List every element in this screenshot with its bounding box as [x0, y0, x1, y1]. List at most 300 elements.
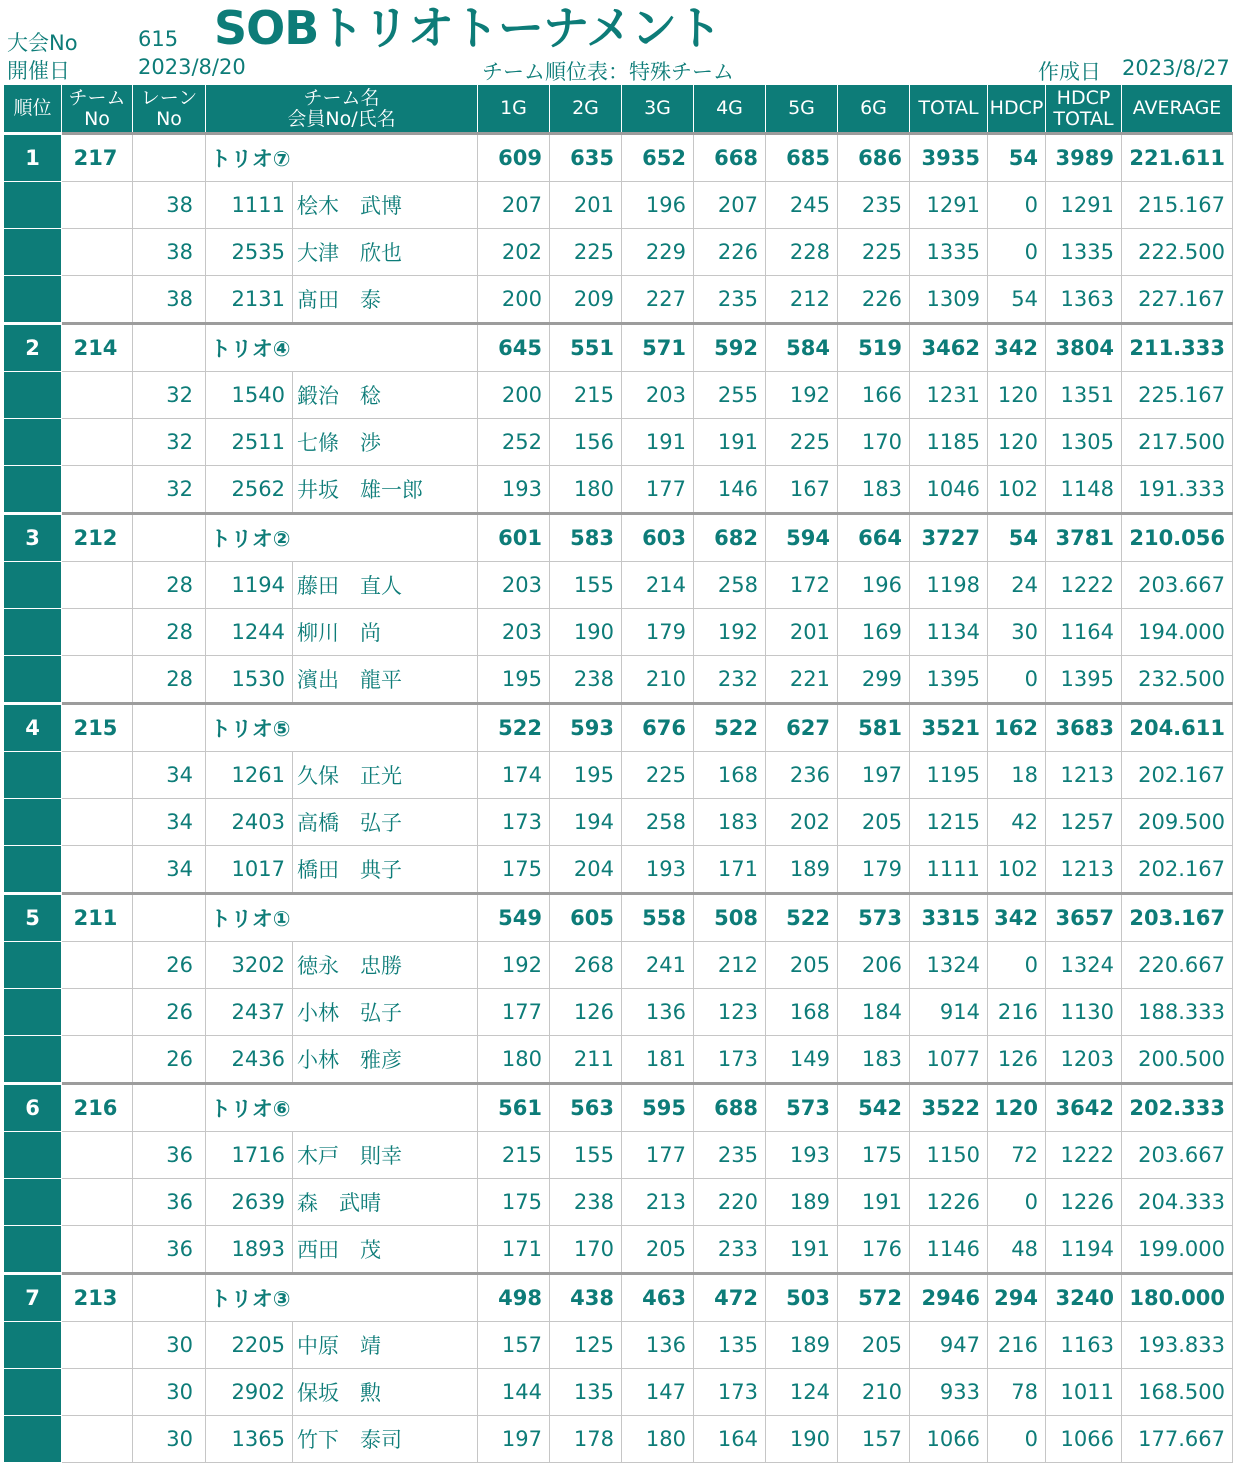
member-hdcp: 54	[988, 276, 1046, 324]
col-hdcp: HDCP	[988, 85, 1046, 134]
member-team-no-cell	[62, 182, 133, 229]
team-game-3: 603	[622, 514, 694, 562]
member-game-1: 200	[478, 372, 550, 419]
member-average: 200.500	[1122, 1036, 1233, 1084]
member-rank-cell	[4, 609, 62, 656]
member-game-1: 193	[478, 466, 550, 514]
team-game-6: 664	[838, 514, 910, 562]
member-game-6: 210	[838, 1369, 910, 1416]
team-name: トリオ③	[206, 1274, 478, 1322]
team-game-2: 551	[550, 324, 622, 372]
member-hdcp: 120	[988, 419, 1046, 466]
member-team-no-cell	[62, 799, 133, 846]
member-game-2: 238	[550, 656, 622, 704]
tournament-no-label: 大会No	[7, 31, 78, 55]
member-game-6: 226	[838, 276, 910, 324]
member-lane: 32	[133, 466, 206, 514]
member-rank-cell	[4, 1322, 62, 1369]
team-game-3: 571	[622, 324, 694, 372]
member-game-6: 191	[838, 1179, 910, 1226]
member-game-2: 215	[550, 372, 622, 419]
member-game-5: 236	[766, 752, 838, 799]
member-game-1: 174	[478, 752, 550, 799]
member-total: 1309	[910, 276, 988, 324]
member-lane: 30	[133, 1416, 206, 1463]
member-game-5: 167	[766, 466, 838, 514]
member-rank-cell	[4, 1036, 62, 1084]
member-team-no-cell	[62, 1322, 133, 1369]
member-hdcp-total: 1163	[1046, 1322, 1122, 1369]
team-name: トリオ④	[206, 324, 478, 372]
team-game-6: 572	[838, 1274, 910, 1322]
member-no: 2205	[206, 1322, 293, 1369]
member-hdcp: 78	[988, 1369, 1046, 1416]
member-hdcp: 126	[988, 1036, 1046, 1084]
member-hdcp-total: 1335	[1046, 229, 1122, 276]
member-game-4: 255	[694, 372, 766, 419]
team-total: 2946	[910, 1274, 988, 1322]
member-hdcp: 216	[988, 989, 1046, 1036]
member-total: 1215	[910, 799, 988, 846]
team-game-2: 593	[550, 704, 622, 752]
member-total: 1324	[910, 942, 988, 989]
team-game-3: 652	[622, 134, 694, 182]
team-hdcp: 342	[988, 324, 1046, 372]
member-game-5: 225	[766, 419, 838, 466]
member-lane: 38	[133, 182, 206, 229]
member-total: 1226	[910, 1179, 988, 1226]
member-no: 2403	[206, 799, 293, 846]
team-name: トリオ②	[206, 514, 478, 562]
team-game-4: 472	[694, 1274, 766, 1322]
member-name: 小林 弘子	[293, 989, 478, 1036]
team-game-5: 573	[766, 1084, 838, 1132]
member-hdcp: 102	[988, 846, 1046, 894]
tournament-no: 615	[138, 27, 179, 51]
team-rank: 1	[4, 134, 62, 182]
member-hdcp-total: 1257	[1046, 799, 1122, 846]
member-game-3: 205	[622, 1226, 694, 1274]
member-game-6: 205	[838, 799, 910, 846]
member-game-1: 180	[478, 1036, 550, 1084]
member-no: 2562	[206, 466, 293, 514]
member-hdcp-total: 1203	[1046, 1036, 1122, 1084]
team-row	[4, 704, 1233, 752]
member-game-5: 193	[766, 1132, 838, 1179]
member-game-2: 211	[550, 1036, 622, 1084]
member-lane: 26	[133, 942, 206, 989]
date-label: 開催日	[7, 59, 70, 83]
member-average: 199.000	[1122, 1226, 1233, 1274]
team-game-4: 682	[694, 514, 766, 562]
member-hdcp-total: 1351	[1046, 372, 1122, 419]
member-game-5: 189	[766, 1322, 838, 1369]
member-game-3: 227	[622, 276, 694, 324]
member-game-3: 196	[622, 182, 694, 229]
member-average: 168.500	[1122, 1369, 1233, 1416]
header-row	[4, 85, 1233, 134]
member-name: 小林 雅彦	[293, 1036, 478, 1084]
team-no: 214	[62, 324, 133, 372]
member-game-2: 180	[550, 466, 622, 514]
standings-body	[4, 134, 1233, 1463]
team-game-1: 522	[478, 704, 550, 752]
member-hdcp-total: 1194	[1046, 1226, 1122, 1274]
member-no: 3202	[206, 942, 293, 989]
team-average: 202.333	[1122, 1084, 1233, 1132]
member-game-3: 136	[622, 989, 694, 1036]
member-no: 2639	[206, 1179, 293, 1226]
team-rank: 6	[4, 1084, 62, 1132]
member-hdcp: 72	[988, 1132, 1046, 1179]
member-game-1: 177	[478, 989, 550, 1036]
member-average: 191.333	[1122, 466, 1233, 514]
member-game-4: 235	[694, 1132, 766, 1179]
member-game-4: 164	[694, 1416, 766, 1463]
member-hdcp-total: 1066	[1046, 1416, 1122, 1463]
member-hdcp-total: 1222	[1046, 1132, 1122, 1179]
member-lane: 28	[133, 562, 206, 609]
member-game-1: 202	[478, 229, 550, 276]
team-row	[4, 514, 1233, 562]
member-game-2: 238	[550, 1179, 622, 1226]
team-total: 3462	[910, 324, 988, 372]
member-hdcp-total: 1213	[1046, 752, 1122, 799]
member-row	[4, 419, 1233, 466]
member-average: 225.167	[1122, 372, 1233, 419]
team-game-1: 498	[478, 1274, 550, 1322]
col-g1: 1G	[478, 85, 550, 134]
team-game-6: 519	[838, 324, 910, 372]
member-team-no-cell	[62, 229, 133, 276]
member-game-3: 225	[622, 752, 694, 799]
member-name: 大津 欣也	[293, 229, 478, 276]
member-total: 1185	[910, 419, 988, 466]
member-game-1: 171	[478, 1226, 550, 1274]
member-team-no-cell	[62, 1179, 133, 1226]
member-name: 鍛治 稔	[293, 372, 478, 419]
team-average: 180.000	[1122, 1274, 1233, 1322]
member-game-4: 123	[694, 989, 766, 1036]
member-name: 桧木 武博	[293, 182, 478, 229]
team-game-1: 609	[478, 134, 550, 182]
col-g2: 2G	[550, 85, 622, 134]
member-game-4: 235	[694, 276, 766, 324]
page-title: SOBトリオトーナメント	[214, 1, 721, 55]
member-game-4: 183	[694, 799, 766, 846]
member-lane: 36	[133, 1132, 206, 1179]
member-name: 久保 正光	[293, 752, 478, 799]
member-rank-cell	[4, 989, 62, 1036]
member-hdcp-total: 1291	[1046, 182, 1122, 229]
member-name: 竹下 泰司	[293, 1416, 478, 1463]
member-lane: 30	[133, 1369, 206, 1416]
team-average: 221.611	[1122, 134, 1233, 182]
team-game-5: 503	[766, 1274, 838, 1322]
member-rank-cell	[4, 562, 62, 609]
member-game-5: 191	[766, 1226, 838, 1274]
team-game-1: 549	[478, 894, 550, 942]
member-game-5: 189	[766, 846, 838, 894]
team-game-5: 627	[766, 704, 838, 752]
team-rank: 4	[4, 704, 62, 752]
member-lane: 36	[133, 1226, 206, 1274]
member-total: 947	[910, 1322, 988, 1369]
member-game-2: 155	[550, 1132, 622, 1179]
member-game-6: 166	[838, 372, 910, 419]
member-game-6: 170	[838, 419, 910, 466]
team-total: 3521	[910, 704, 988, 752]
team-game-1: 601	[478, 514, 550, 562]
member-game-3: 191	[622, 419, 694, 466]
member-team-no-cell	[62, 562, 133, 609]
member-row	[4, 1036, 1233, 1084]
member-no: 2436	[206, 1036, 293, 1084]
member-name: 髙田 泰	[293, 276, 478, 324]
member-team-no-cell	[62, 752, 133, 799]
member-game-2: 225	[550, 229, 622, 276]
member-hdcp: 0	[988, 1179, 1046, 1226]
member-game-2: 268	[550, 942, 622, 989]
member-game-4: 191	[694, 419, 766, 466]
team-total: 3522	[910, 1084, 988, 1132]
member-hdcp-total: 1213	[1046, 846, 1122, 894]
member-game-3: 136	[622, 1322, 694, 1369]
member-team-no-cell	[62, 419, 133, 466]
member-game-6: 169	[838, 609, 910, 656]
member-game-3: 213	[622, 1179, 694, 1226]
member-row	[4, 562, 1233, 609]
member-total: 1335	[910, 229, 988, 276]
member-average: 222.500	[1122, 229, 1233, 276]
member-game-5: 172	[766, 562, 838, 609]
member-total: 1395	[910, 656, 988, 704]
member-total: 1111	[910, 846, 988, 894]
member-lane: 38	[133, 276, 206, 324]
member-average: 209.500	[1122, 799, 1233, 846]
team-game-3: 676	[622, 704, 694, 752]
member-average: 203.667	[1122, 562, 1233, 609]
member-total: 1150	[910, 1132, 988, 1179]
member-hdcp: 18	[988, 752, 1046, 799]
member-rank-cell	[4, 372, 62, 419]
member-game-5: 168	[766, 989, 838, 1036]
team-hdcp: 294	[988, 1274, 1046, 1322]
member-hdcp: 0	[988, 1416, 1046, 1463]
member-hdcp-total: 1148	[1046, 466, 1122, 514]
team-game-5: 594	[766, 514, 838, 562]
member-game-6: 157	[838, 1416, 910, 1463]
member-game-4: 207	[694, 182, 766, 229]
member-game-1: 197	[478, 1416, 550, 1463]
member-game-1: 215	[478, 1132, 550, 1179]
member-no: 2511	[206, 419, 293, 466]
member-game-1: 175	[478, 1179, 550, 1226]
member-no: 1194	[206, 562, 293, 609]
member-rank-cell	[4, 799, 62, 846]
member-rank-cell	[4, 846, 62, 894]
member-average: 204.333	[1122, 1179, 1233, 1226]
team-average: 204.611	[1122, 704, 1233, 752]
member-game-6: 225	[838, 229, 910, 276]
member-team-no-cell	[62, 656, 133, 704]
member-game-5: 212	[766, 276, 838, 324]
member-average: 220.667	[1122, 942, 1233, 989]
member-rank-cell	[4, 1416, 62, 1463]
member-rank-cell	[4, 229, 62, 276]
member-game-4: 226	[694, 229, 766, 276]
member-rank-cell	[4, 419, 62, 466]
member-game-1: 195	[478, 656, 550, 704]
member-lane: 28	[133, 656, 206, 704]
member-team-no-cell	[62, 1416, 133, 1463]
member-game-4: 258	[694, 562, 766, 609]
team-game-2: 438	[550, 1274, 622, 1322]
member-row	[4, 942, 1233, 989]
member-game-1: 203	[478, 609, 550, 656]
member-total: 1231	[910, 372, 988, 419]
member-lane: 34	[133, 846, 206, 894]
member-team-no-cell	[62, 846, 133, 894]
team-hdcp: 54	[988, 514, 1046, 562]
member-name: 木戸 則幸	[293, 1132, 478, 1179]
member-hdcp: 30	[988, 609, 1046, 656]
member-game-1: 144	[478, 1369, 550, 1416]
member-game-6: 184	[838, 989, 910, 1036]
col-average: AVERAGE	[1122, 85, 1233, 134]
member-no: 2131	[206, 276, 293, 324]
team-hdcp-total: 3240	[1046, 1274, 1122, 1322]
team-game-4: 688	[694, 1084, 766, 1132]
member-average: 202.167	[1122, 846, 1233, 894]
team-hdcp: 342	[988, 894, 1046, 942]
member-game-1: 157	[478, 1322, 550, 1369]
team-no: 213	[62, 1274, 133, 1322]
team-name: トリオ①	[206, 894, 478, 942]
member-row	[4, 752, 1233, 799]
member-hdcp-total: 1011	[1046, 1369, 1122, 1416]
team-average: 210.056	[1122, 514, 1233, 562]
member-hdcp: 42	[988, 799, 1046, 846]
member-average: 188.333	[1122, 989, 1233, 1036]
member-game-6: 176	[838, 1226, 910, 1274]
team-game-4: 668	[694, 134, 766, 182]
member-hdcp-total: 1363	[1046, 276, 1122, 324]
member-hdcp: 48	[988, 1226, 1046, 1274]
member-average: 193.833	[1122, 1322, 1233, 1369]
member-lane: 26	[133, 989, 206, 1036]
team-lane	[133, 894, 206, 942]
member-rank-cell	[4, 276, 62, 324]
member-rank-cell	[4, 466, 62, 514]
member-team-no-cell	[62, 372, 133, 419]
member-average: 215.167	[1122, 182, 1233, 229]
team-lane	[133, 134, 206, 182]
team-game-4: 508	[694, 894, 766, 942]
team-lane	[133, 324, 206, 372]
member-lane: 38	[133, 229, 206, 276]
member-hdcp: 0	[988, 942, 1046, 989]
member-total: 1198	[910, 562, 988, 609]
member-hdcp: 0	[988, 656, 1046, 704]
member-game-4: 135	[694, 1322, 766, 1369]
team-lane	[133, 1084, 206, 1132]
member-row	[4, 372, 1233, 419]
member-no: 1716	[206, 1132, 293, 1179]
member-no: 1365	[206, 1416, 293, 1463]
member-game-5: 190	[766, 1416, 838, 1463]
member-game-2: 178	[550, 1416, 622, 1463]
member-game-3: 177	[622, 1132, 694, 1179]
member-no: 1111	[206, 182, 293, 229]
member-row	[4, 1132, 1233, 1179]
member-hdcp-total: 1324	[1046, 942, 1122, 989]
member-game-2: 125	[550, 1322, 622, 1369]
member-game-2: 201	[550, 182, 622, 229]
col-g6: 6G	[838, 85, 910, 134]
member-game-1: 207	[478, 182, 550, 229]
member-total: 1134	[910, 609, 988, 656]
member-no: 1893	[206, 1226, 293, 1274]
member-row	[4, 466, 1233, 514]
member-game-5: 201	[766, 609, 838, 656]
col-hdcp-total: HDCP TOTAL	[1046, 85, 1122, 134]
member-game-2: 126	[550, 989, 622, 1036]
member-game-2: 135	[550, 1369, 622, 1416]
member-rank-cell	[4, 1179, 62, 1226]
team-hdcp: 162	[988, 704, 1046, 752]
member-game-4: 146	[694, 466, 766, 514]
member-name: 柳川 尚	[293, 609, 478, 656]
team-game-6: 573	[838, 894, 910, 942]
member-game-5: 228	[766, 229, 838, 276]
member-game-1: 203	[478, 562, 550, 609]
member-total: 1077	[910, 1036, 988, 1084]
member-average: 227.167	[1122, 276, 1233, 324]
team-hdcp: 54	[988, 134, 1046, 182]
member-no: 2902	[206, 1369, 293, 1416]
member-game-3: 241	[622, 942, 694, 989]
member-lane: 34	[133, 799, 206, 846]
member-name: 濱出 龍平	[293, 656, 478, 704]
team-average: 211.333	[1122, 324, 1233, 372]
team-total: 3727	[910, 514, 988, 562]
member-game-5: 205	[766, 942, 838, 989]
member-game-4: 233	[694, 1226, 766, 1274]
col-team-no: チーム No	[62, 85, 133, 134]
member-row	[4, 989, 1233, 1036]
member-game-3: 181	[622, 1036, 694, 1084]
member-game-6: 205	[838, 1322, 910, 1369]
member-game-6: 183	[838, 466, 910, 514]
team-no: 211	[62, 894, 133, 942]
team-total: 3315	[910, 894, 988, 942]
member-hdcp-total: 1130	[1046, 989, 1122, 1036]
member-total: 933	[910, 1369, 988, 1416]
member-game-2: 204	[550, 846, 622, 894]
member-hdcp: 0	[988, 229, 1046, 276]
team-no: 215	[62, 704, 133, 752]
member-rank-cell	[4, 752, 62, 799]
member-game-3: 203	[622, 372, 694, 419]
member-no: 1530	[206, 656, 293, 704]
col-lane-no: レーン No	[133, 85, 206, 134]
created-label: 作成日	[1038, 60, 1101, 84]
member-game-2: 190	[550, 609, 622, 656]
member-game-2: 155	[550, 562, 622, 609]
member-lane: 32	[133, 372, 206, 419]
team-hdcp: 120	[988, 1084, 1046, 1132]
